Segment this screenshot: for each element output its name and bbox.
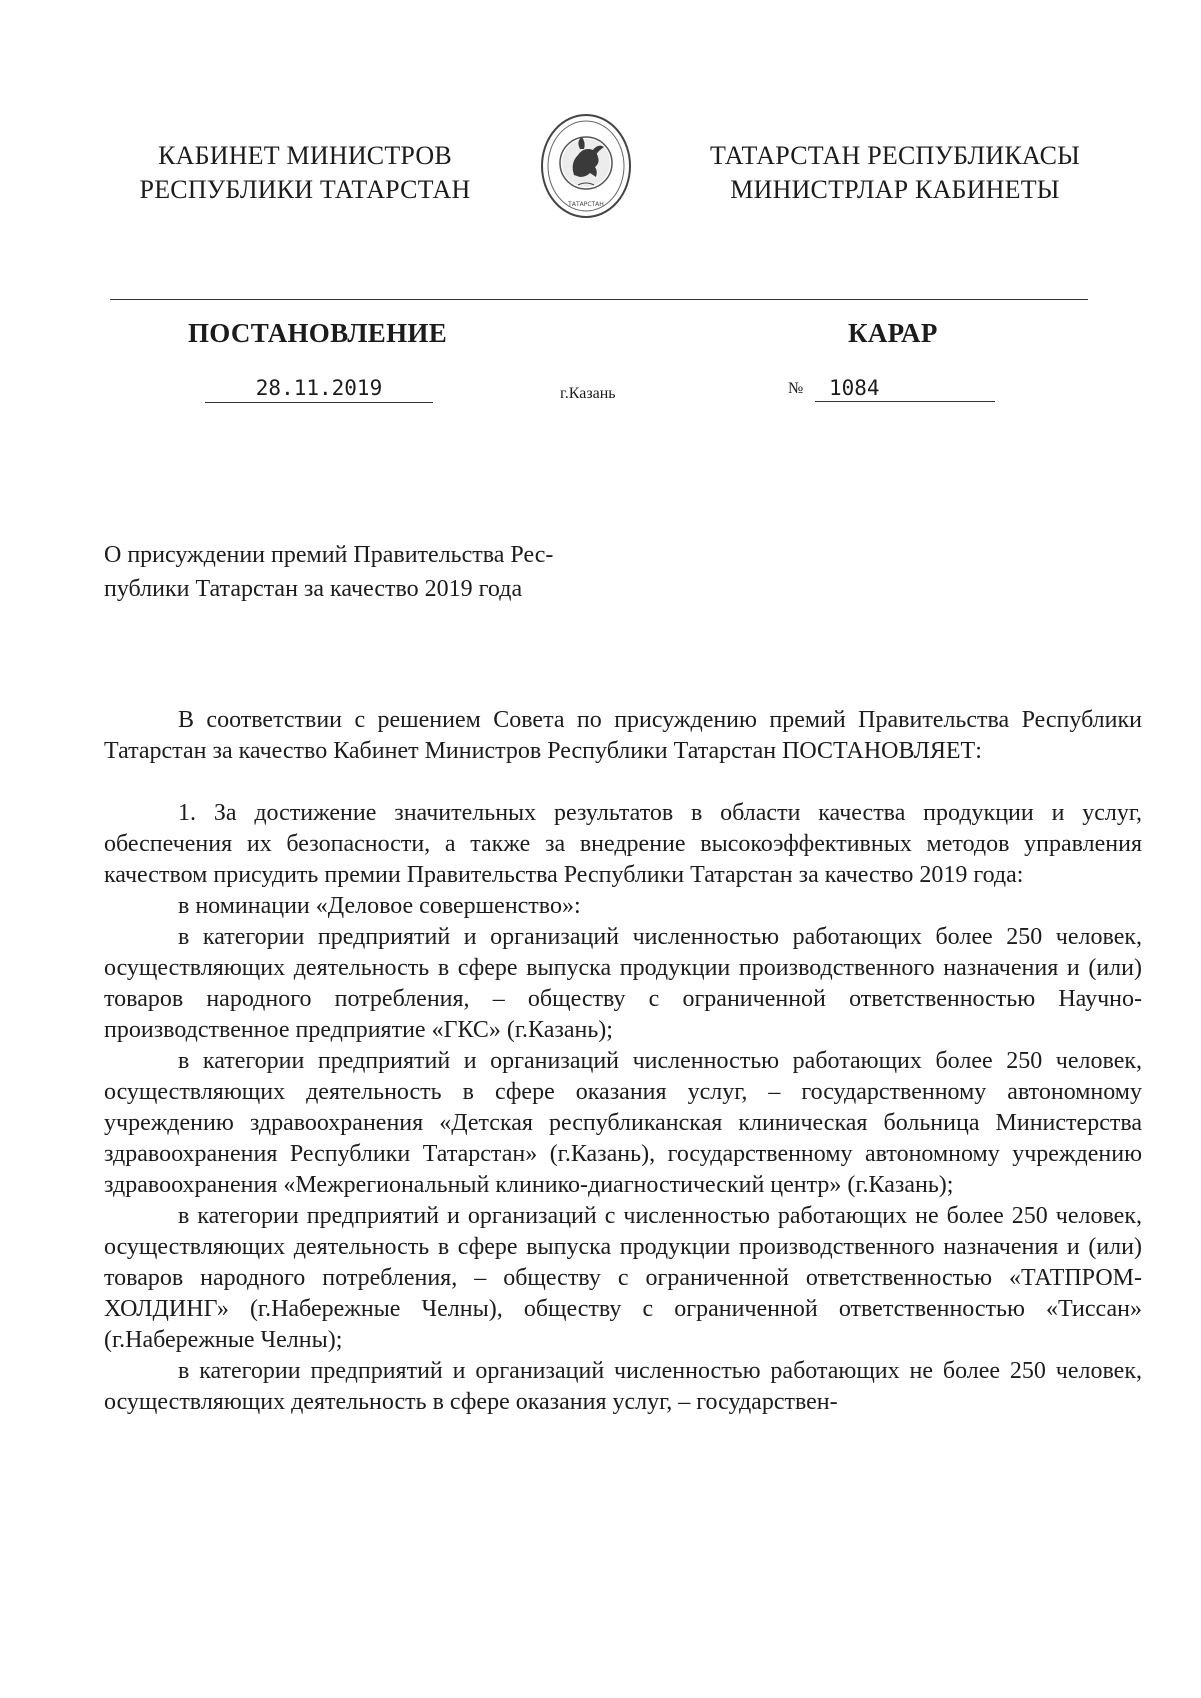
header-left-line-1: КАБИНЕТ МИНИСТРОВ — [158, 141, 452, 170]
document-city: г.Казань — [560, 385, 616, 402]
title-line-2: публики Татарстан за качество 2019 года — [104, 576, 523, 602]
category-1-paragraph: в категории предприятий и организаций численностью работающих более 250 человек, осуществляющих деятельность в сфере выпуска продукции производственного назначения и (или) товаров народного потребления, – обществу с ограниченной ответственностью Научно-производственное предприятие «ГКС» (г.Казань); — [104, 924, 1142, 1043]
header-left-line-2: РЕСПУБЛИКИ ТАТАРСТАН — [139, 175, 471, 204]
header-issuer-russian — [110, 139, 500, 207]
nomination-paragraph: в номинации «Деловое совершенство»: — [178, 893, 581, 919]
header-divider — [110, 299, 1088, 300]
document-date: 28.11.2019 — [205, 375, 433, 403]
category-4-paragraph: в категории предприятий и организаций численностью работающих не более 250 человек, осуществляющих деятельность в сфере оказания услуг, – государствен- — [104, 1358, 1142, 1415]
item-1-paragraph: 1. За достижение значительных результатов в области качества продукции и услуг, обеспечения их безопасности, а также за внедрение высокоэффективных методов управления качеством присудить премии Правительства Республики Татарстан за качество 2019 года: — [104, 800, 1142, 888]
emblem-caption: ТАТАРСТАН — [568, 201, 604, 208]
doc-type-russian: ПОСТАНОВЛЕНИЕ — [188, 318, 448, 348]
category-2-paragraph: в категории предприятий и организаций численностью работающих более 250 человек, осуществляющих деятельность в сфере оказания услуг, – государственному автономному учреждению здравоохранения «Детская республиканская клиническая больница Министерства здравоохранения Республики Татарстан» (г.Казань), государственному автономному учреждению здравоохранения «Межрегиональный клинико-диагностический центр» (г.Казань); — [104, 1048, 1142, 1198]
coat-of-arms-tatarstan-icon — [540, 113, 632, 219]
header-issuer-tatar — [670, 139, 1120, 207]
header-right-line-1: ТАТАРСТАН РЕСПУБЛИКАСЫ — [710, 141, 1080, 170]
document-body — [104, 705, 1142, 1418]
title-line-1: О присуждении премий Правительства Рес- — [104, 542, 554, 568]
document-number: 1084 — [815, 375, 995, 402]
header-right-line-2: МИНИСТРЛАР КАБИНЕТЫ — [730, 175, 1060, 204]
preamble-paragraph: В соответствии с решением Совета по присуждению премий Правительства Республики Татарстан за качество Кабинет Министров Республики Татарстан ПОСТАНОВЛЯЕТ: — [104, 707, 1142, 764]
category-3-paragraph: в категории предприятий и организаций с численностью работающих не более 250 человек, осуществляющих деятельность в сфере выпуска продукции производственного назначения и (или) товаров народного потребления, – обществу с ограниченной ответственностью «ТАТПРОМ-ХОЛДИНГ» (г.Набережные Челны), обществу с ограниченной ответственностью «Тиссан» (г.Набережные Челны); — [104, 1203, 1142, 1353]
document-title — [104, 538, 664, 606]
number-sign: № — [788, 380, 804, 397]
doc-type-tatar: КАРАР — [848, 318, 938, 348]
